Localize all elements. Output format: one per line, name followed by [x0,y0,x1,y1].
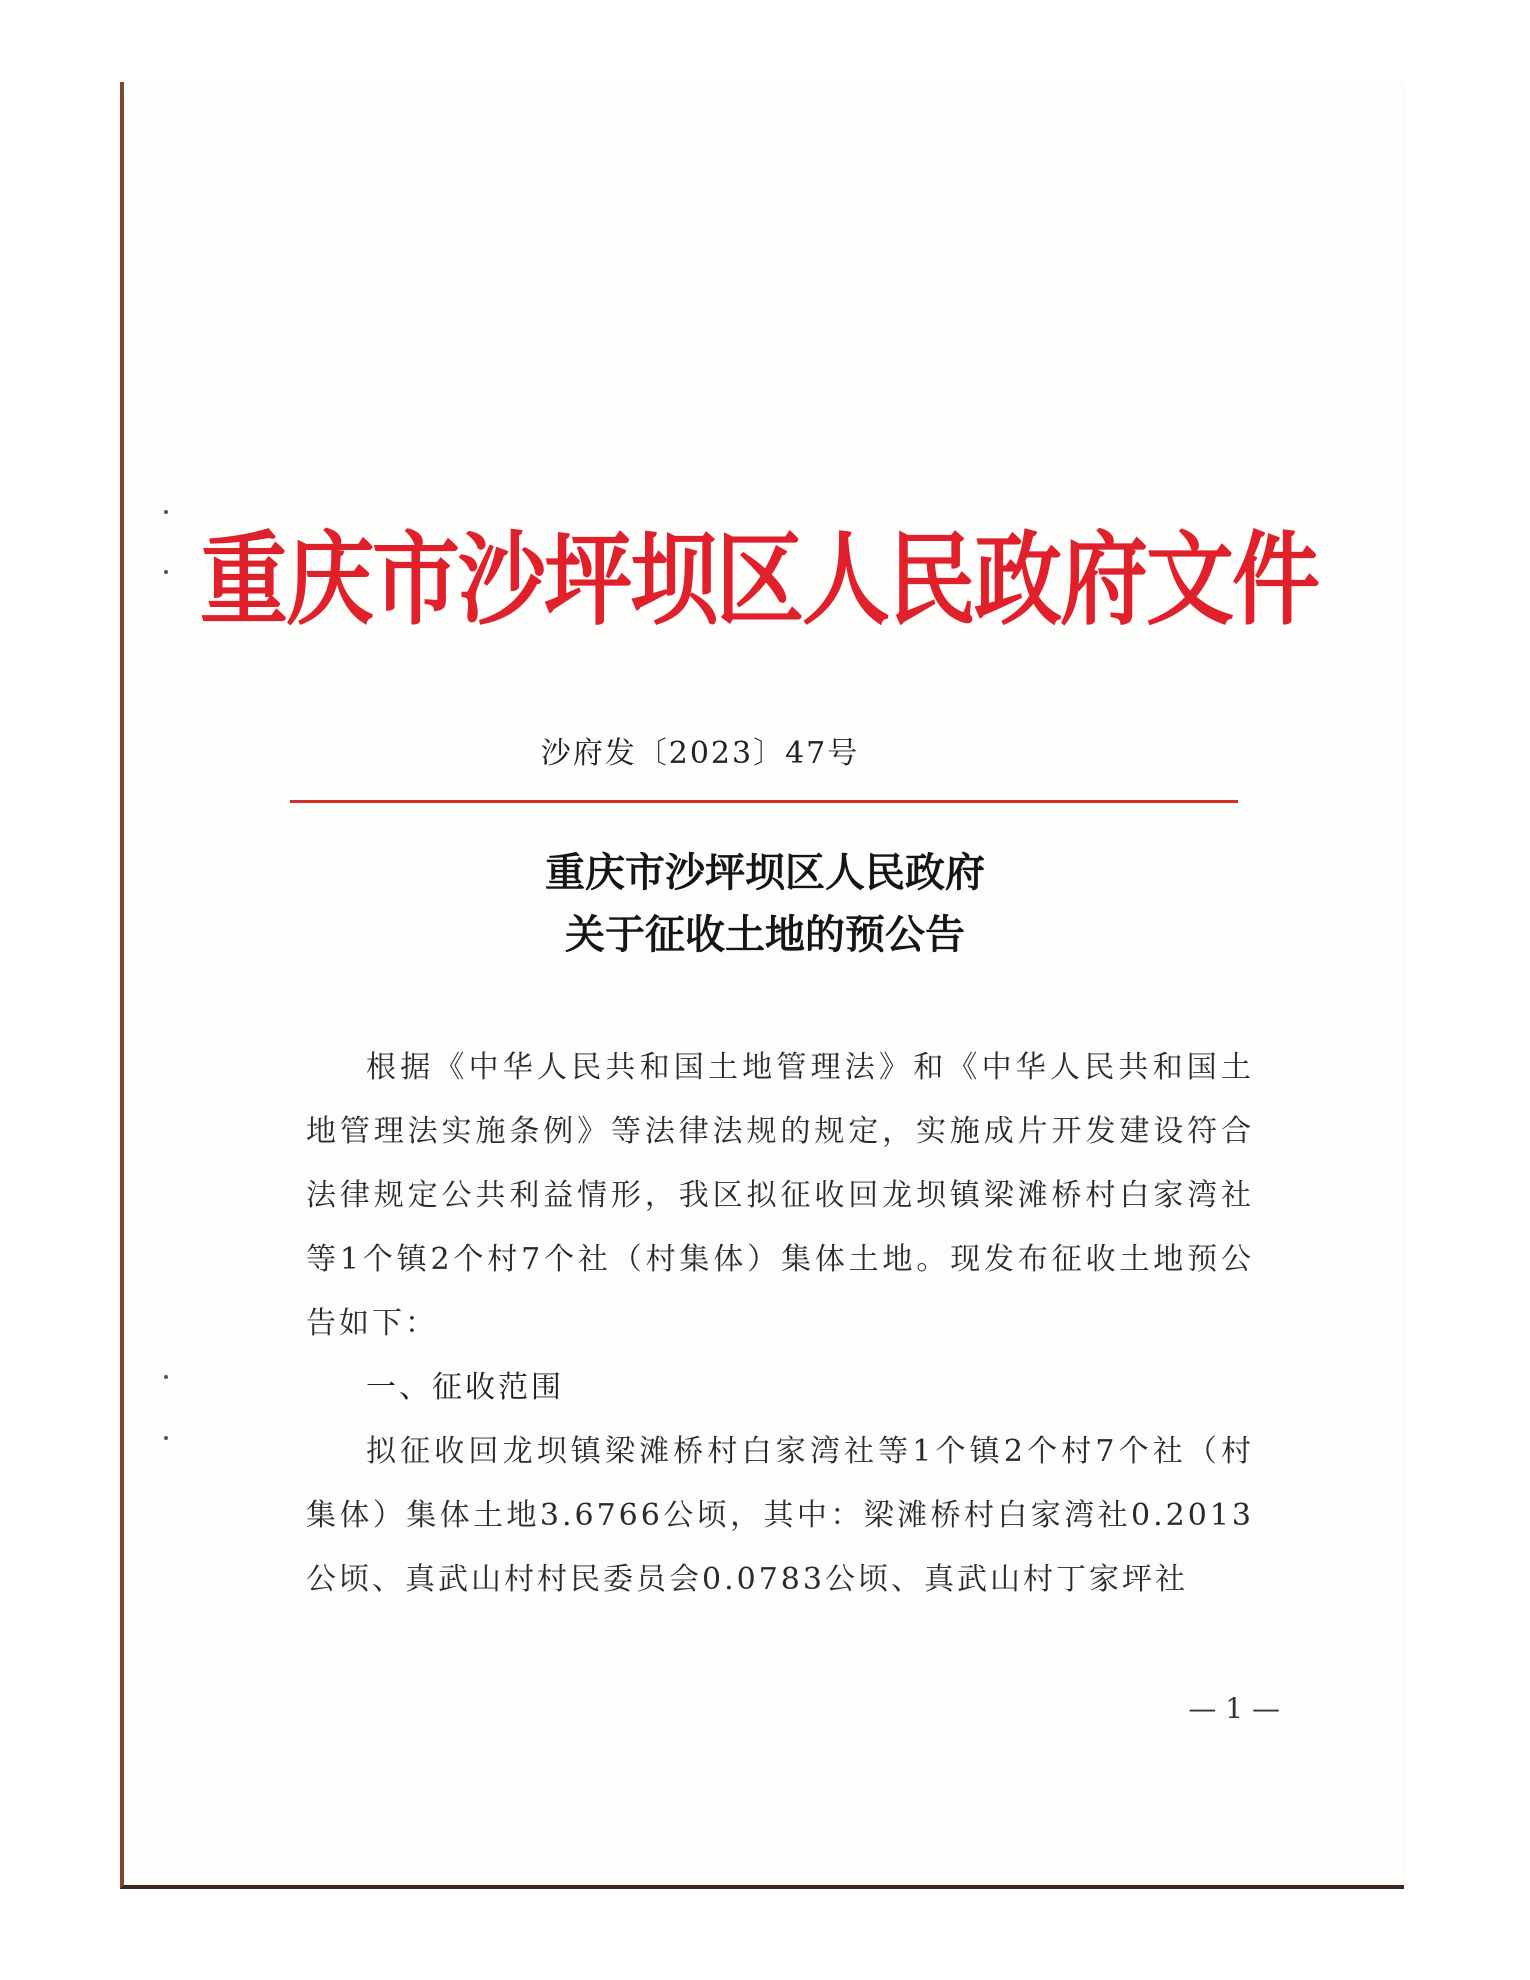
document-header-title: 重庆市沙坪坝区人民政府文件 [200,520,1319,640]
scan-speck [164,1375,168,1379]
body-paragraph-1: 根据《中华人民共和国土地管理法》和《中华人民共和国土地管理法实施条例》等法律法规的规定，实施成片开发建设符合法律规定公共利益情形，我区拟征收回龙坝镇梁滩桥村白家湾社等1个镇2个村7个社（村集体）集体土地。现发布征收土地预公告如下： [306,1050,1254,1341]
document-number: 沙府发〔2023〕47号 [540,736,860,771]
section-heading-scope: 一、征收范围 [366,1370,564,1405]
scan-speck [164,1436,168,1440]
scan-speck [164,570,168,574]
scan-speck [164,510,168,514]
notice-body [306,1036,1254,1612]
page-number: — 1 — [1188,1692,1280,1725]
red-divider-line [290,800,1238,803]
document-page [120,82,1404,1889]
notice-title-line-1: 重庆市沙坪坝区人民政府 [545,849,985,896]
body-paragraph-2: 拟征收回龙坝镇梁滩桥村白家湾社等1个镇2个村7个社（村集体）集体土地3.6766公顷，其中：梁滩桥村白家湾社0.2013公顷、真武山村村民委员会0.0783公顷、真武山村丁家坪社 [306,1434,1254,1597]
notice-title [300,842,1230,966]
notice-title-line-2: 关于征收土地的预公告 [565,911,965,958]
